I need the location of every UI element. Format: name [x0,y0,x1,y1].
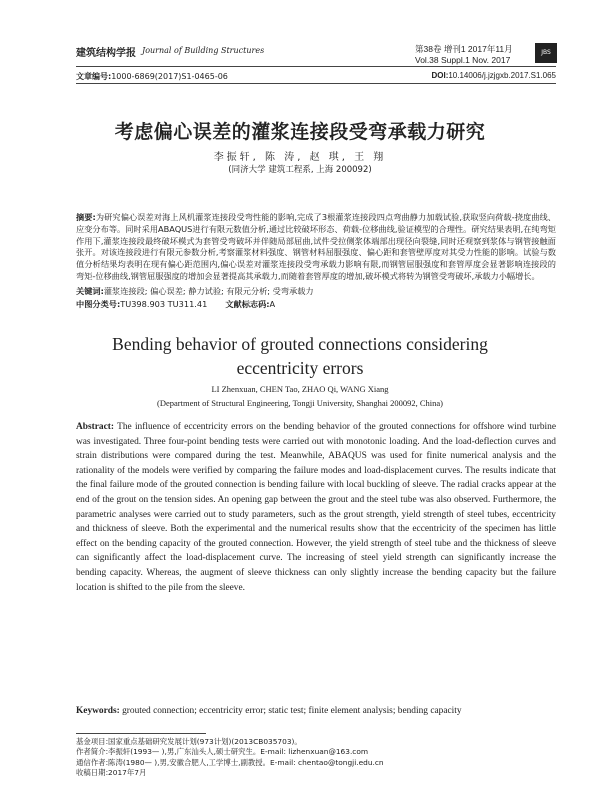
volume-info [415,44,513,66]
journal-logo [535,43,557,63]
keywords-en-text: grouted connection; eccentricity error; static test; finite element analysis; bending capacity [122,706,462,716]
affiliation-cn: (同济大学 建筑工程系, 上海 200092) [228,165,372,175]
meta-rule [76,83,556,84]
abstract-en-label: Abstract: [76,422,115,432]
article-number [76,71,228,82]
footnote-funding: 基金项目:国家重点基础研究发展计划(973计划)(2013CB035703)。 [76,737,302,746]
authors-en: LI Zhenxuan, CHEN Tao, ZHAO Qi, WANG Xiang [211,384,389,394]
footnote-rule [76,733,206,734]
footnotes [76,737,556,778]
journal-logo-text: JBS [541,49,551,56]
article-number-value: 1000-6869(2017)S1-0465-06 [111,72,228,81]
doc-code-label: 文献标志码: [225,299,270,309]
title-cn: 考虑偏心误差的灌浆连接段受弯承载力研究 [114,121,486,143]
title-en-line1: Bending behavior of grouted connections considering [112,334,488,354]
title-en [0,332,600,380]
keywords-en-label: Keywords: [76,706,120,716]
title-en-line2: eccentricity errors [236,358,364,378]
clc-label: 中图分类号: [76,299,121,309]
header-rule [76,66,556,67]
keywords-cn-label: 关键词: [76,286,104,296]
abstract-en-text: The influence of eccentricity errors on the bending behavior of the grouted connections for offshore wind turbine was investigated. Three four-point bending tests were carried out with monotonic loading. And the load-deflection curves and strain distributions were compared during the test. Meanwhile, ABAQUS was used for finite numerical analysis and the rationality of the models were verified by comparing the failure modes and load-displacement curves. The results indicate that the final failure mode of the grouted connection is bending failure with local buckling of sleeve. The radial cracks appear at the end of the grout on the tension sides. An opening gap between the grout and the steel tube was also observed. Furthermore, the parametric analyses were carried out to study parameters, such as the grout strength, yield strength of steel tubes, eccentricity and thickness of sleeve. Both the experimental and the numerical results show that the eccentricity of the specimen has little effect on the bending capacity of the grouted connection. However, the yield strength of steel tube and the thickness of sleeve can significantly affect the load-displacement curve. The increasing of steel yield strength can significantly increase the bending capacity. Whereas, the augment of sleeve thickness can only slightly increase the bending capacity but the failure location is shifted to the pile from the sleeve. [76,422,556,593]
article-number-label: 文章编号: [76,72,112,81]
doi-value: 10.14006/j.jzjgxb.2017.S1.065 [448,71,556,80]
abstract-cn-label: 摘要: [76,212,96,222]
keywords-cn [76,286,556,298]
keywords-cn-text: 灌浆连接段; 偏心误差; 静力试验; 有限元分析; 受弯承载力 [103,286,314,296]
keywords-en [76,704,556,718]
clc-value: TU398.903 TU311.41 [120,299,208,309]
abstract-cn [76,212,556,283]
footnote-received: 收稿日期:2017年7月 [76,767,147,777]
doi-label: DOI: [431,71,449,80]
journal-name-en: Journal of Building Structures [142,46,265,55]
journal-name-cn: 建筑结构学报 [76,48,136,59]
affiliation-en: (Department of Structural Engineering, Tongji University, Shanghai 200092, China) [157,398,443,408]
doi [431,71,556,80]
abstract-en [76,420,556,595]
abstract-cn-text: 为研究偏心误差对海上风机灌浆连接段受弯性能的影响,完成了3根灌浆连接段四点弯曲静力加载试验,获取竖向荷载-挠度曲线、应变分布等。同时采用ABAQUS进行有限元数值分析,通过比较破坏形态、荷载-位移曲线,验证模型的合理性。研究结果表明,在纯弯矩作用下,灌浆连接段最终破坏模式为套管受弯破坏并伴随局部屈曲,试件受拉侧浆体端部出现径向裂缝,同时还观察到浆体与钢管接触面张开。对该连接段进行有限元参数分析,考察灌浆材料强度、钢管材料屈服强度、偏心距和套管壁厚度对其受力性能的影响。试验与数值分析结果均表明在现有偏心距范围内,偏心误差对灌浆连接段受弯承载力影响有限,而钢管屈服强度和套管厚度会显著影响连接段的弯矩-位移曲线,钢管屈服强度的增加会显著提高其承载力,而随着套管厚度的增加,破坏模式将转为钢管受弯破坏,承载力小幅增长。 [76,212,556,281]
volume-info-cn: 第38卷 增刊1 2017年11月 [415,44,513,54]
footnote-corresponding: 通信作者:陈涛(1980— ),男,安徽合肥人,工学博士,副教授。E-mail: chentao@tongji.edu.cn [76,757,384,767]
classification-cn [76,299,275,310]
doc-code-value: A [269,299,276,309]
authors-cn: 李振轩, 陈 涛, 赵 琪, 王 翔 [213,152,387,163]
footnote-author: 作者简介:李振轩(1993— ),男,广东汕头人,硕士研究生。E-mail: lizhenxuan@163.com [76,747,369,757]
volume-info-en: Vol.38 Suppl.1 Nov. 2017 [415,55,511,65]
